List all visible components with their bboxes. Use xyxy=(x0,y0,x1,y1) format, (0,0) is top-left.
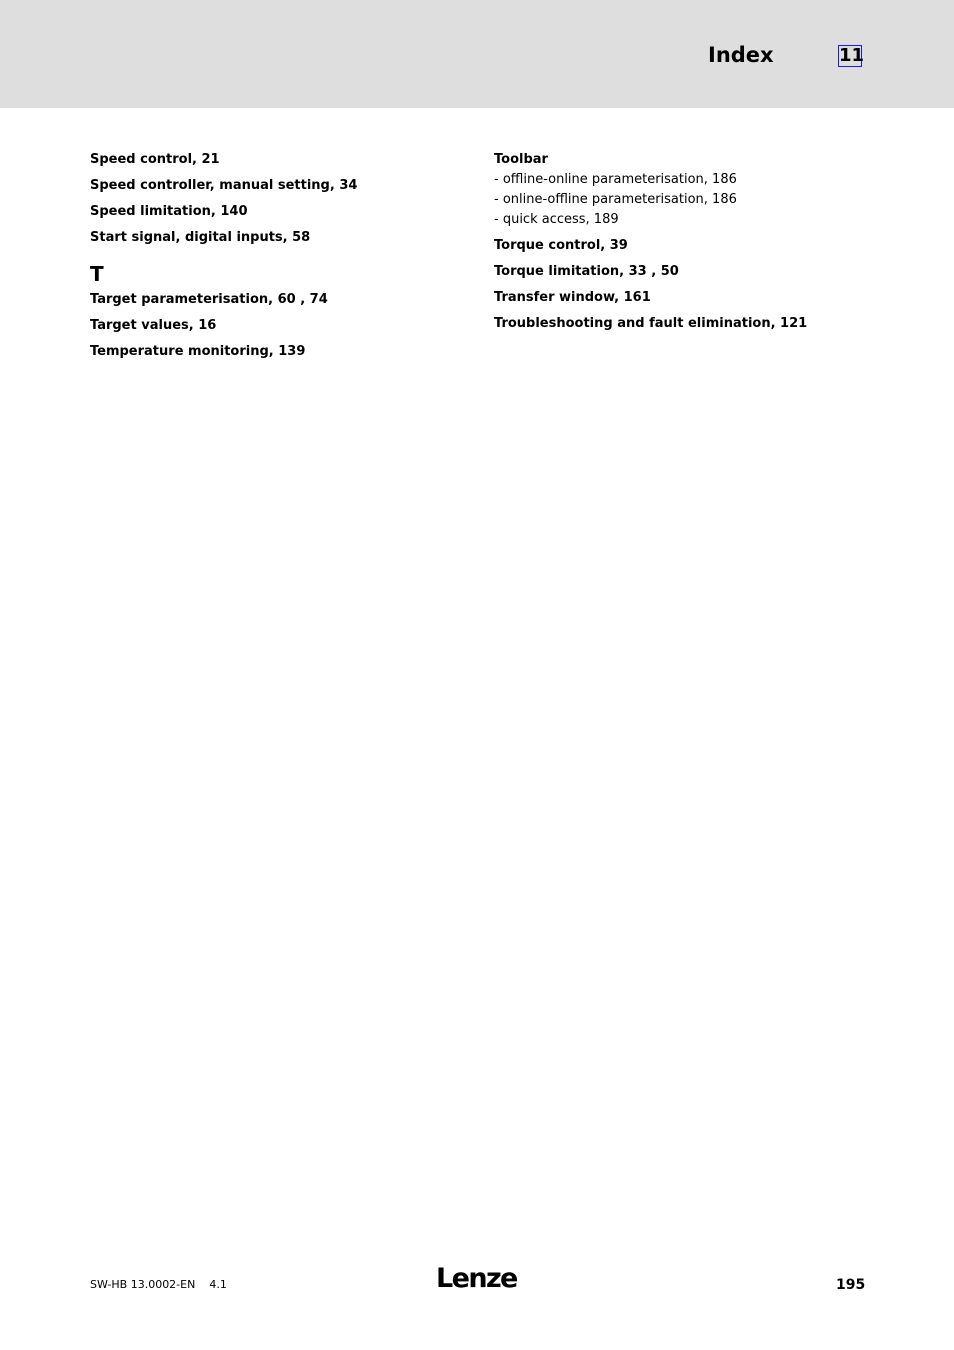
index-entry[interactable]: Start signal, digital inputs, 58 xyxy=(90,230,311,245)
index-entry[interactable]: Temperature monitoring, 139 xyxy=(90,344,306,359)
footer-doc-info xyxy=(90,1278,227,1292)
page-number: 195 xyxy=(836,1277,866,1293)
index-entry[interactable]: Troubleshooting and fault elimination, 121 xyxy=(494,316,808,331)
chapter-number-link[interactable]: 11 xyxy=(839,45,865,66)
index-entry-group-toolbar xyxy=(494,150,914,230)
index-subentry[interactable]: - offline-online parameterisation, 186 xyxy=(494,172,737,187)
page-header xyxy=(0,0,954,108)
index-entry[interactable]: Speed control, 21 xyxy=(90,152,220,167)
lenze-logo: Lenze xyxy=(436,1263,517,1294)
index-entry: Toolbar xyxy=(494,152,548,167)
header-title: Index xyxy=(708,43,774,67)
index-entry[interactable]: Torque control, 39 xyxy=(494,238,628,253)
index-column-right xyxy=(494,150,914,340)
index-letter-heading: T xyxy=(90,262,104,286)
index-subentry[interactable]: - quick access, 189 xyxy=(494,212,619,227)
footer-doc-id: SW-HB 13.0002-EN xyxy=(90,1278,196,1291)
index-entry[interactable]: Torque limitation, 33 , 50 xyxy=(494,264,679,279)
index-entry[interactable]: Target parameterisation, 60 , 74 xyxy=(90,292,328,307)
index-entry[interactable]: Target values, 16 xyxy=(90,318,217,333)
index-entry[interactable]: Transfer window, 161 xyxy=(494,290,651,305)
index-column-left xyxy=(90,150,470,368)
index-entry[interactable]: Speed limitation, 140 xyxy=(90,204,248,219)
footer-version: 4.1 xyxy=(209,1278,227,1291)
index-subentry[interactable]: - online-offline parameterisation, 186 xyxy=(494,192,737,207)
index-entry[interactable]: Speed controller, manual setting, 34 xyxy=(90,178,358,193)
